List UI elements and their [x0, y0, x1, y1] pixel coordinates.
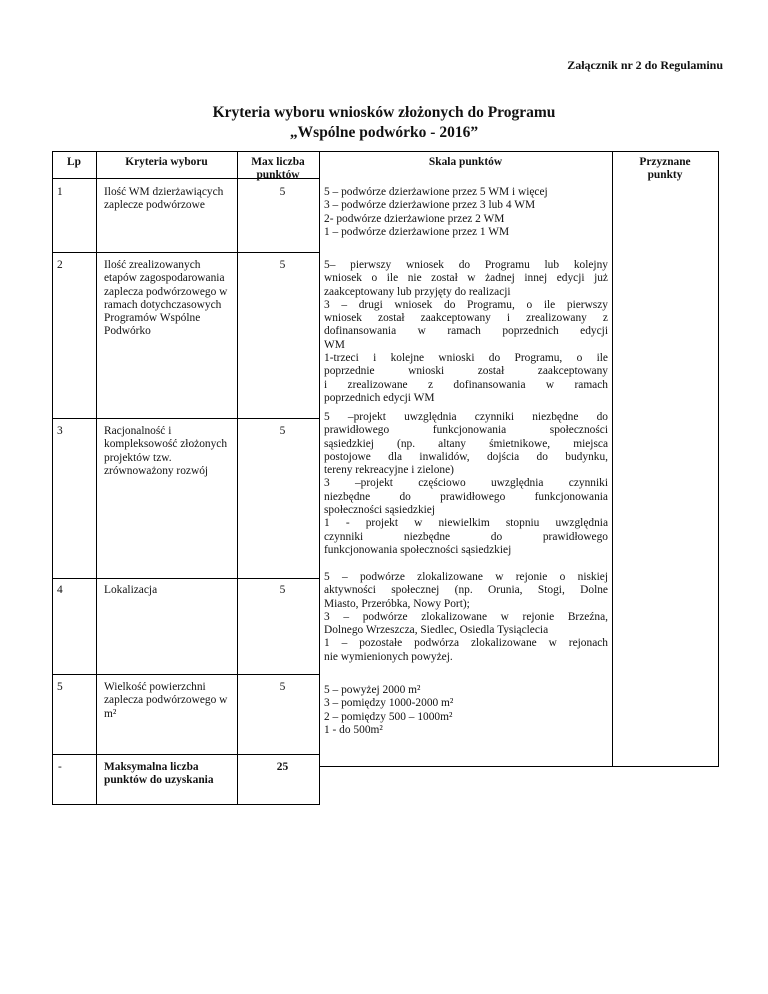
row-max-points: 5 — [279, 584, 286, 596]
table-border-col3 — [319, 151, 320, 805]
scale-line: prawidłowego funkcjonowania społeczności — [324, 424, 608, 437]
total-label: Maksymalna liczba punktów do uzyskania — [104, 761, 214, 787]
total-max-points: 25 — [276, 761, 289, 773]
scale-line: 5 – podwórze zlokalizowane w rejonie o niskiej — [324, 571, 608, 583]
document-title — [0, 103, 768, 143]
scale-line: tereny rekreacyjne i zielone) — [324, 464, 454, 477]
header-max-points: Max liczba punktów — [251, 156, 305, 182]
title-line-2: „Wspólne podwórko - 2016” — [289, 124, 479, 141]
row-max-points: 5 — [279, 425, 286, 437]
table-border-bottom — [52, 804, 320, 805]
scale-line: 3 – podwórze dzierżawione przez 3 lub 4 WM — [324, 199, 536, 212]
table-row-sep — [52, 754, 319, 755]
scale-line: 2- podwórze dzierżawione przez 2 WM — [324, 212, 505, 225]
row-scale — [324, 186, 608, 239]
total-lp: - — [58, 761, 62, 773]
scale-line: 5 – powyżej 2000 m² — [324, 684, 421, 696]
scale-line: WM — [324, 338, 345, 351]
row-lp: 2 — [57, 259, 63, 271]
scale-line: 3 – pomiędzy 1000-2000 m² — [324, 697, 454, 710]
row-lp: 1 — [57, 186, 63, 198]
scale-line: 3 –projekt częściowo uwzględnia czynniki — [324, 477, 608, 490]
scale-line: 1 – pozostałe podwórza zlokalizowane w rejonach — [324, 637, 608, 650]
row-lp: 3 — [57, 425, 63, 437]
table-border-col4 — [612, 151, 613, 767]
header-awarded-points: Przyznane punkty — [639, 156, 691, 182]
row-max-points: 5 — [279, 186, 286, 198]
header-scale: Skala punktów — [428, 156, 503, 168]
scale-line: Dolnego Wrzeszcza, Siedlec, Osiedla Tysiąclecia — [324, 624, 549, 637]
header-criteria: Kryteria wyboru — [125, 156, 208, 168]
scale-line: dofinansowania w ramach poprzednich edycji — [324, 325, 608, 338]
table-border-bottom-right — [319, 766, 719, 767]
table-row-sep — [52, 252, 319, 253]
table-border-right — [718, 151, 719, 767]
row-scale — [324, 411, 608, 557]
row-scale — [324, 684, 608, 737]
table-border-col1 — [96, 151, 97, 805]
scale-line: niezbędne do prawidłowego funkcjonowania — [324, 490, 608, 503]
table-row-sep — [52, 418, 319, 419]
scale-line: społeczności sąsiedzkiej — [324, 504, 436, 517]
scale-line: nie wymienionych powyżej. — [324, 650, 453, 663]
table-row-sep — [52, 674, 319, 675]
scale-line: Miasto, Przeróbka, Nowy Port); — [324, 597, 470, 610]
scale-line: czynniki niezbędne do prawidłowego — [324, 530, 608, 543]
scale-line: aktywności społecznej (np. Orunia, Stogi, Dolne — [324, 584, 608, 597]
row-scale — [324, 571, 608, 664]
scale-line: i zrealizowane z dofinansowania w ramach — [324, 378, 608, 391]
scale-line: poprzednie wnioski został zaakceptowany — [324, 365, 608, 378]
scale-line: wniosek został zaakceptowany i zrealizowany z — [324, 312, 608, 325]
scale-line: sąsiedzkiej (np. altany śmietnikowe, miejsca — [324, 437, 608, 450]
row-criteria: Lokalizacja — [104, 584, 158, 596]
table-border-left — [52, 151, 53, 805]
scale-line: 5 –projekt uwzględnia czynniki niezbędne do — [324, 411, 608, 423]
title-line-1: Kryteria wyboru wniosków złożonych do Programu — [212, 104, 556, 121]
scale-line: 1 – podwórze dzierżawione przez 1 WM — [324, 225, 510, 238]
row-criteria: Racjonalność i kompleksowość złożonych projektów tzw. zrównoważony rozwój — [104, 425, 228, 477]
row-lp: 5 — [57, 681, 63, 693]
scale-line: poprzednich edycji WM — [324, 391, 435, 404]
row-max-points: 5 — [279, 259, 286, 271]
row-max-points: 5 — [279, 681, 286, 693]
header-lp: Lp — [67, 156, 81, 168]
scale-line: wniosek o ile nie został w żadnej innej edycji już — [324, 272, 608, 285]
row-scale — [324, 259, 608, 405]
table-border-col2 — [237, 151, 238, 805]
scale-line: 3 – drugi wniosek do Programu, o ile pierwszy — [324, 298, 608, 311]
scale-line: 1 - projekt w niewielkim stopniu uwzględnia — [324, 517, 608, 530]
scale-line: funkcjonowania społeczności sąsiedzkiej — [324, 543, 512, 556]
scale-line: 2 – pomiędzy 500 – 1000m² — [324, 710, 453, 723]
row-criteria: Ilość WM dzierżawiących zaplecze podwórzowe — [104, 186, 224, 212]
scale-line: postojowe dla inwalidów, dojścia do budynku, — [324, 450, 608, 463]
scale-line: 5– pierwszy wniosek do Programu lub kolejny — [324, 259, 608, 271]
table-border-top — [52, 151, 719, 152]
annex-label: Załącznik nr 2 do Regulaminu — [567, 58, 723, 72]
scale-line: 1 - do 500m² — [324, 723, 383, 736]
scale-line: 1-trzeci i kolejne wnioski do Programu, o ile — [324, 352, 608, 365]
table-row-sep — [52, 578, 319, 579]
row-criteria: Ilość zrealizowanych etapów zagospodarowania zaplecza podwórzowego w ramach dotychczasowych Programów Wspólne Podwórko — [104, 259, 228, 338]
scale-line: zaakceptowany lub przyjęty do realizacji — [324, 285, 511, 298]
row-lp: 4 — [57, 584, 63, 596]
scale-line: 3 – podwórze zlokalizowane w rejonie Brzeźna, — [324, 610, 608, 623]
row-criteria: Wielkość powierzchni zaplecza podwórzowego w m² — [104, 681, 228, 720]
scale-line: 5 – podwórze dzierżawione przez 5 WM i więcej — [324, 186, 548, 198]
